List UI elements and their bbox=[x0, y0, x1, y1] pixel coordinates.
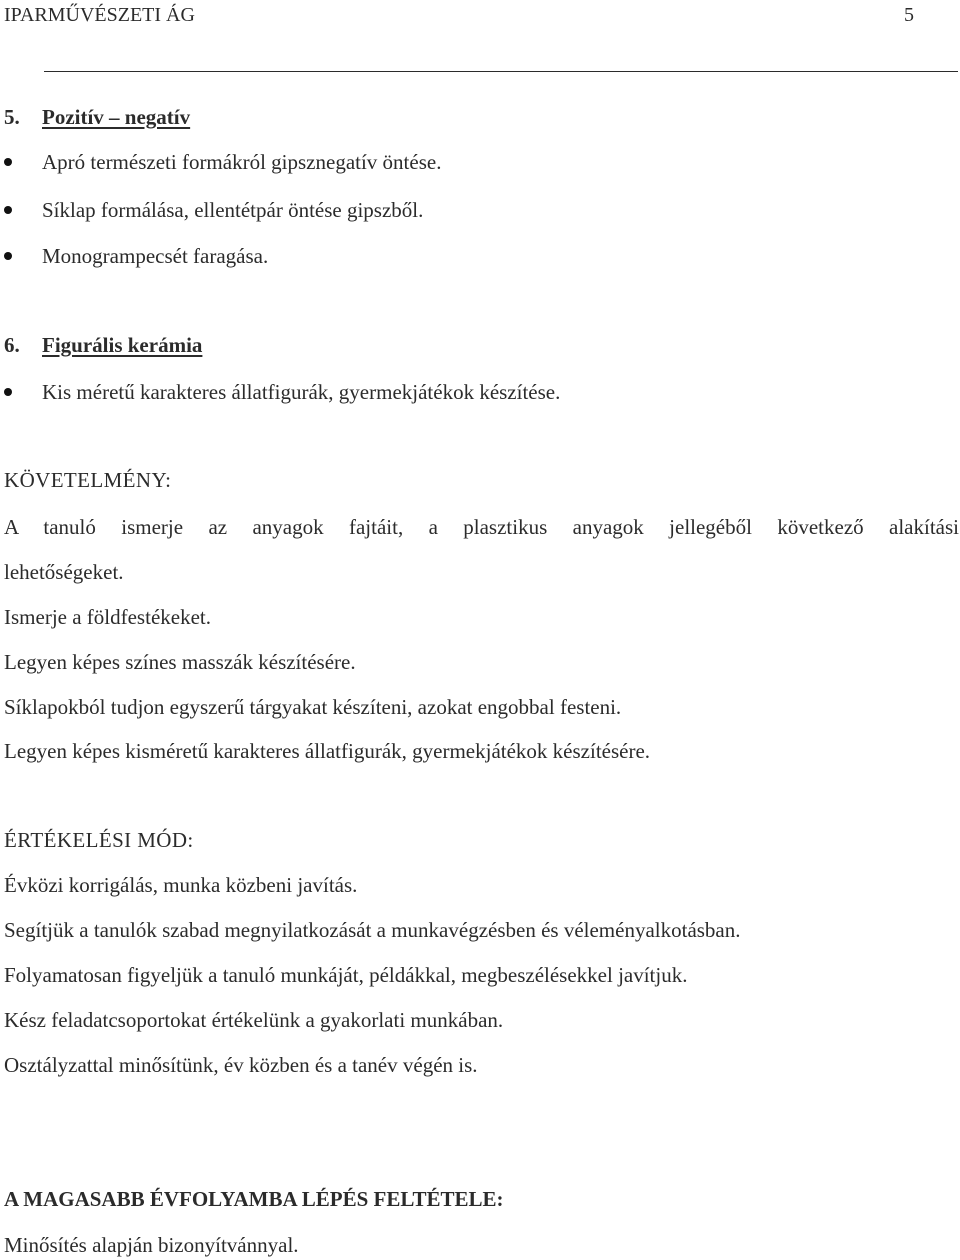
bullet-icon bbox=[4, 388, 12, 396]
section-number: 5. bbox=[4, 105, 20, 129]
page-header bbox=[4, 4, 914, 28]
section-heading-6 bbox=[4, 333, 202, 357]
bullet-icon bbox=[4, 158, 12, 166]
evaluation-line: Évközi korrigálás, munka közbeni javítás. bbox=[4, 873, 358, 897]
section-title: Pozitív – negatív bbox=[42, 105, 191, 129]
section-heading-5 bbox=[4, 105, 190, 129]
requirements-line: lehetőségeket. bbox=[4, 560, 124, 584]
evaluation-line: Segítjük a tanulók szabad megnyilatkozását a munkavégzésben és véleményalkotásban. bbox=[4, 918, 741, 942]
section-number: 6. bbox=[4, 333, 20, 357]
evaluation-line: Osztályzattal minősítünk, év közben és a tanév végén is. bbox=[4, 1053, 478, 1077]
requirements-line: Síklapokból tudjon egyszerű tárgyakat készíteni, azokat engobbal festeni. bbox=[4, 695, 622, 719]
document-page: IPARMŰVÉSZETI ÁG 5 5. Pozitív – negatív Apró természeti formákról gipsznegatív öntése. Síklap formálása, ellentétpár öntése gipszből. Monogrampecsét faragása. 6. Figurális kerámia Kis méretű karakteres állatfigurák, gyermekjátékok készítése. KÖVETELMÉNY: A tanuló ismerje az anyagok fajtáit, a plasztikus anyagok jellegéből következő alakítási lehetőségeket. Ismerje a földfestékeket. Legyen képes színes masszák készítésére. Síklapokból tudjon egyszerű tárgyakat készíteni, azokat engobbal festeni. Legyen képes kisméretű karakteres állatfigurák, gyermekjátékok készítésére. ÉRTÉKELÉSI MÓD: Évközi korrigálás, munka közbeni javítás. Segítjük a tanulók szabad megnyilatkozását a munkavégzésben és véleményalkotásban. Folyamatosan figyeljük a tanuló munkáját, példákkal, megbeszélésekkel javítjuk. Kész feladatcsoportokat értékelünk a gyakorlati munkában. Osztályzattal minősítünk, év közben és a tanév végén is. A MAGASABB ÉVFOLYAMBA LÉPÉS FELTÉTELE: Minősítés alapján bizonyítvánnyal. bbox=[4, 4, 959, 1257]
evaluation-heading: ÉRTÉKELÉSI MÓD: bbox=[4, 828, 194, 852]
advancement-line: Minősítés alapján bizonyítvánnyal. bbox=[4, 1233, 299, 1257]
header-title: IPARMŰVÉSZETI ÁG bbox=[4, 4, 195, 26]
bullet-icon bbox=[4, 252, 12, 260]
evaluation-line: Folyamatosan figyeljük a tanuló munkáját, példákkal, megbeszélésekkel javítjuk. bbox=[4, 963, 688, 987]
evaluation-line: Kész feladatcsoportokat értékelünk a gyakorlati munkában. bbox=[4, 1008, 504, 1032]
page-number: 5 bbox=[904, 4, 914, 26]
requirements-heading: KÖVETELMÉNY: bbox=[4, 468, 172, 492]
requirements-line: Legyen képes kisméretű karakteres állatfigurák, gyermekjátékok készítésére. bbox=[4, 739, 651, 763]
requirements-line: Ismerje a földfestékeket. bbox=[4, 605, 211, 629]
requirements-line: A tanuló ismerje az anyagok fajtáit, a plasztikus anyagok jellegéből következő alakítási bbox=[4, 515, 959, 539]
section-title: Figurális kerámia bbox=[42, 333, 203, 357]
bullet-icon bbox=[4, 206, 12, 214]
advancement-heading: A MAGASABB ÉVFOLYAMBA LÉPÉS FELTÉTELE: bbox=[4, 1187, 504, 1211]
requirements-line: Legyen képes színes masszák készítésére. bbox=[4, 650, 356, 674]
header-rule bbox=[44, 71, 958, 72]
